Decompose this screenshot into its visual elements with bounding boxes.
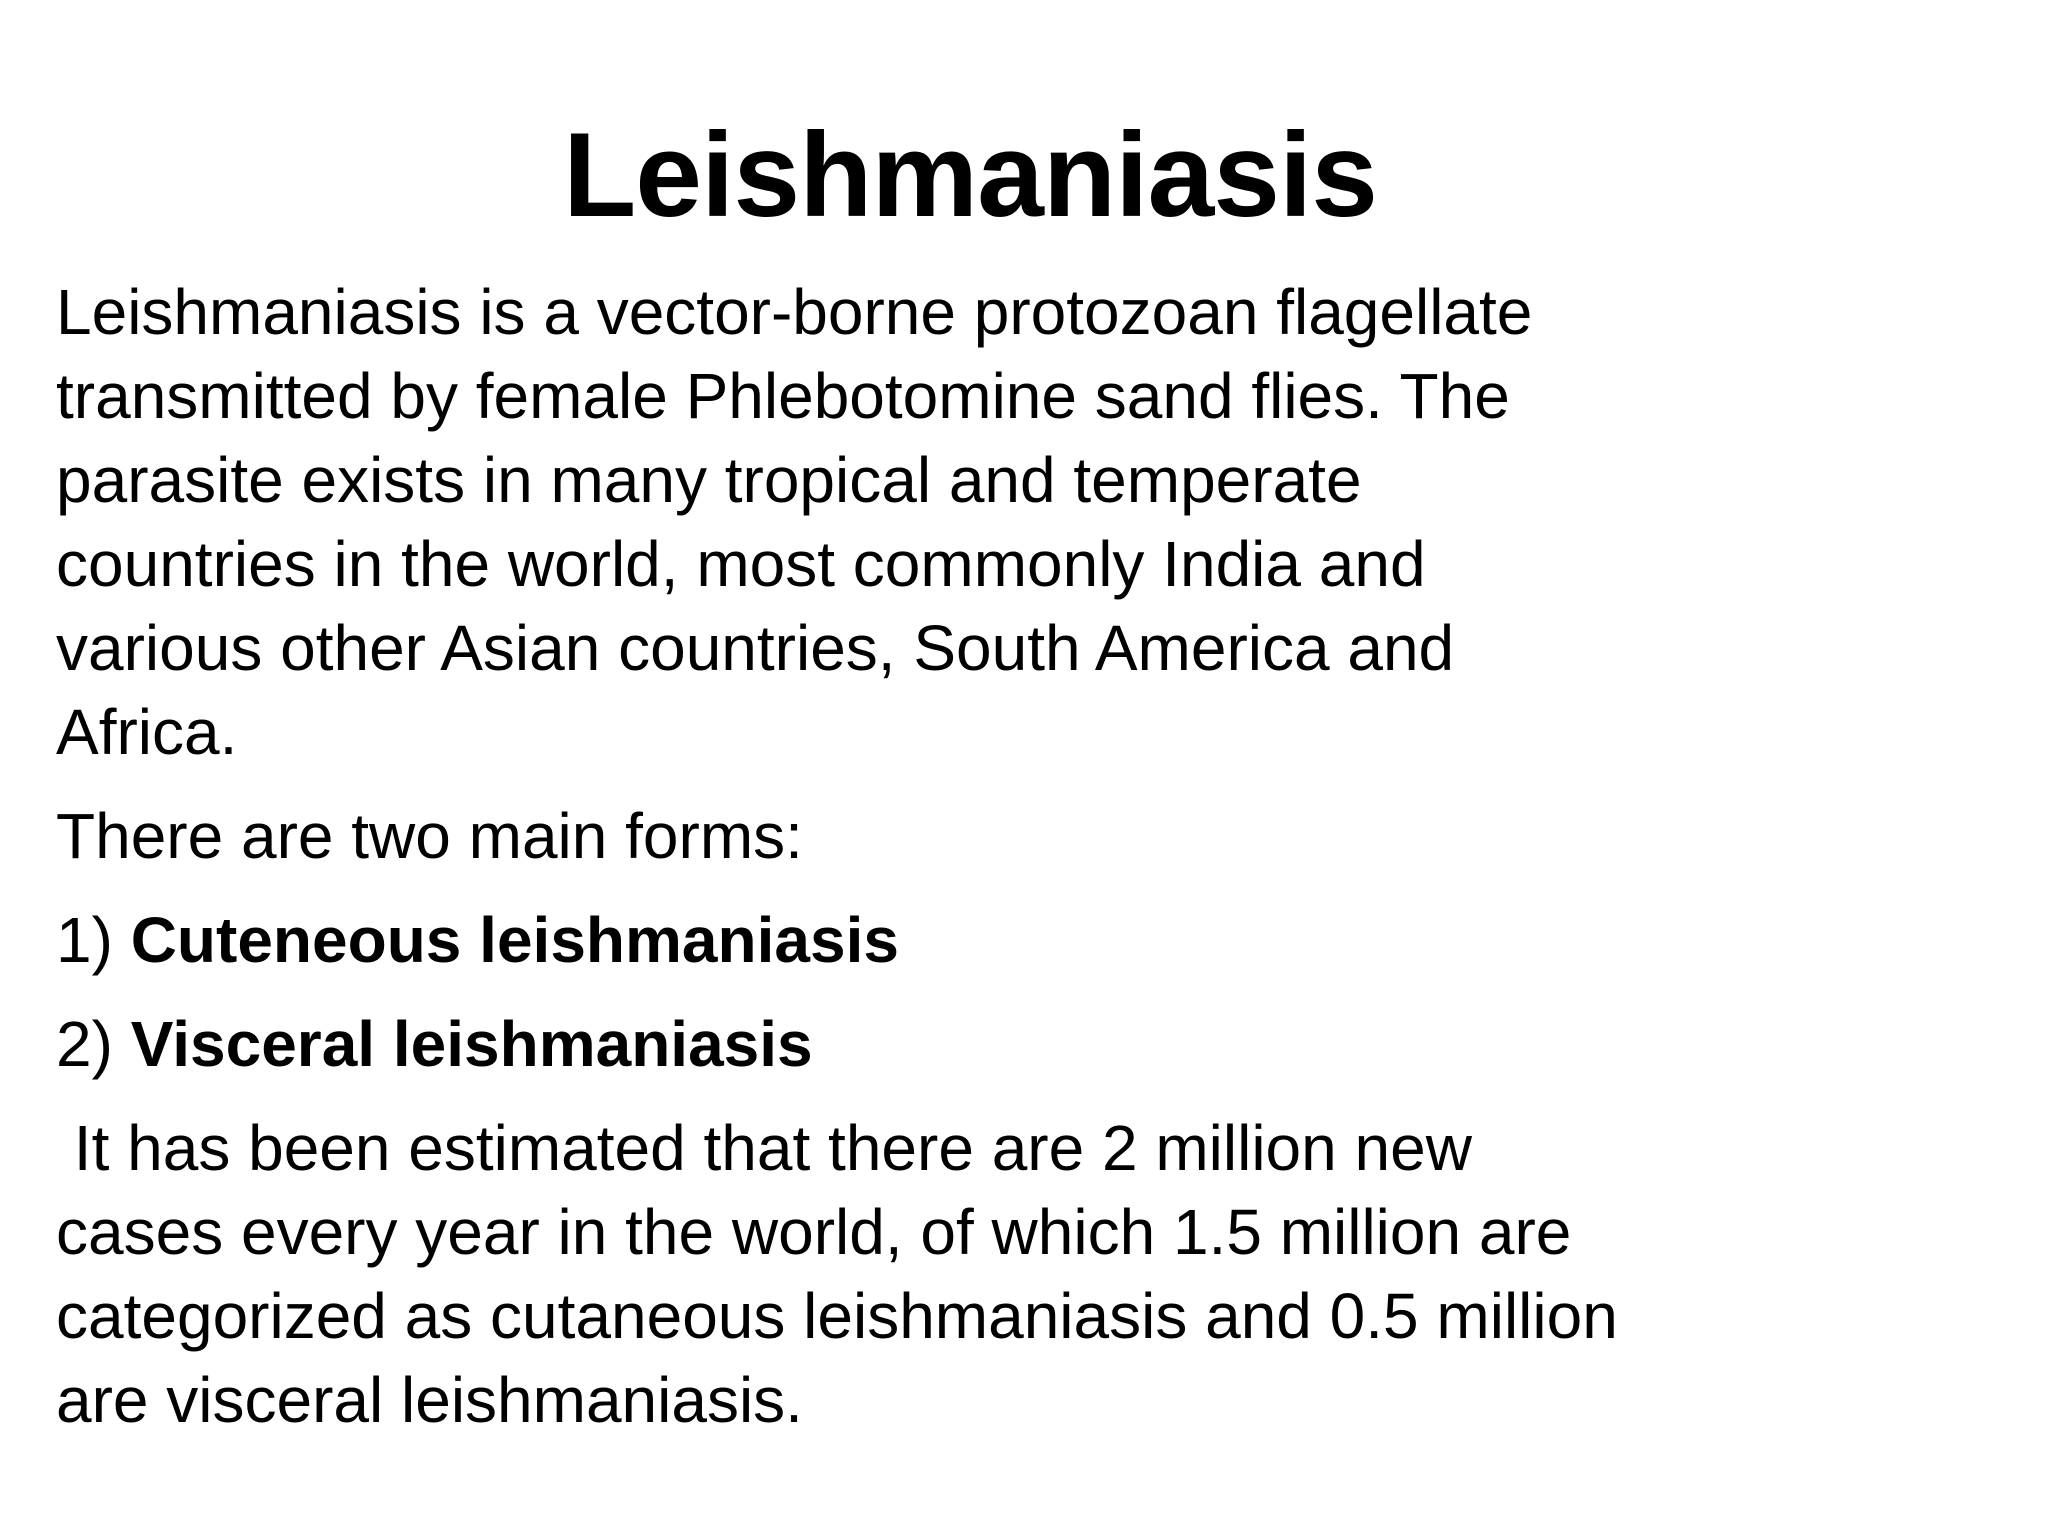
estimate-line: It has been estimated that there are 2 million new bbox=[56, 1112, 1472, 1184]
intro-line: various other Asian countries, South America and bbox=[56, 612, 1455, 684]
intro-line: parasite exists in many tropical and temperate bbox=[56, 444, 1362, 516]
form-name: Cuteneous leishmaniasis bbox=[130, 904, 899, 976]
slide-title: Leishmaniasis bbox=[562, 108, 1378, 242]
form-item-visceral bbox=[56, 1002, 1876, 1086]
estimate-line: are visceral leishmaniasis. bbox=[56, 1364, 803, 1436]
form-number: 2) bbox=[56, 1008, 131, 1080]
form-item-cutaneous bbox=[56, 898, 1876, 982]
estimate-line: cases every year in the world, of which 1.5 million are bbox=[56, 1196, 1572, 1268]
estimate-line: categorized as cutaneous leishmaniasis and 0.5 million bbox=[56, 1280, 1618, 1352]
intro-line: countries in the world, most commonly India and bbox=[56, 528, 1426, 600]
forms-intro: There are two main forms: bbox=[56, 800, 803, 872]
form-name: Visceral leishmaniasis bbox=[130, 1008, 813, 1080]
intro-line: transmitted by female Phlebotomine sand flies. The bbox=[56, 360, 1510, 432]
intro-paragraph bbox=[56, 270, 1876, 774]
form-number: 1) bbox=[56, 904, 131, 976]
intro-line: Leishmaniasis is a vector-borne protozoan flagellate bbox=[56, 276, 1533, 348]
intro-line: Africa. bbox=[56, 696, 238, 768]
slide-body bbox=[56, 270, 1876, 1442]
estimate-paragraph bbox=[56, 1106, 1876, 1442]
